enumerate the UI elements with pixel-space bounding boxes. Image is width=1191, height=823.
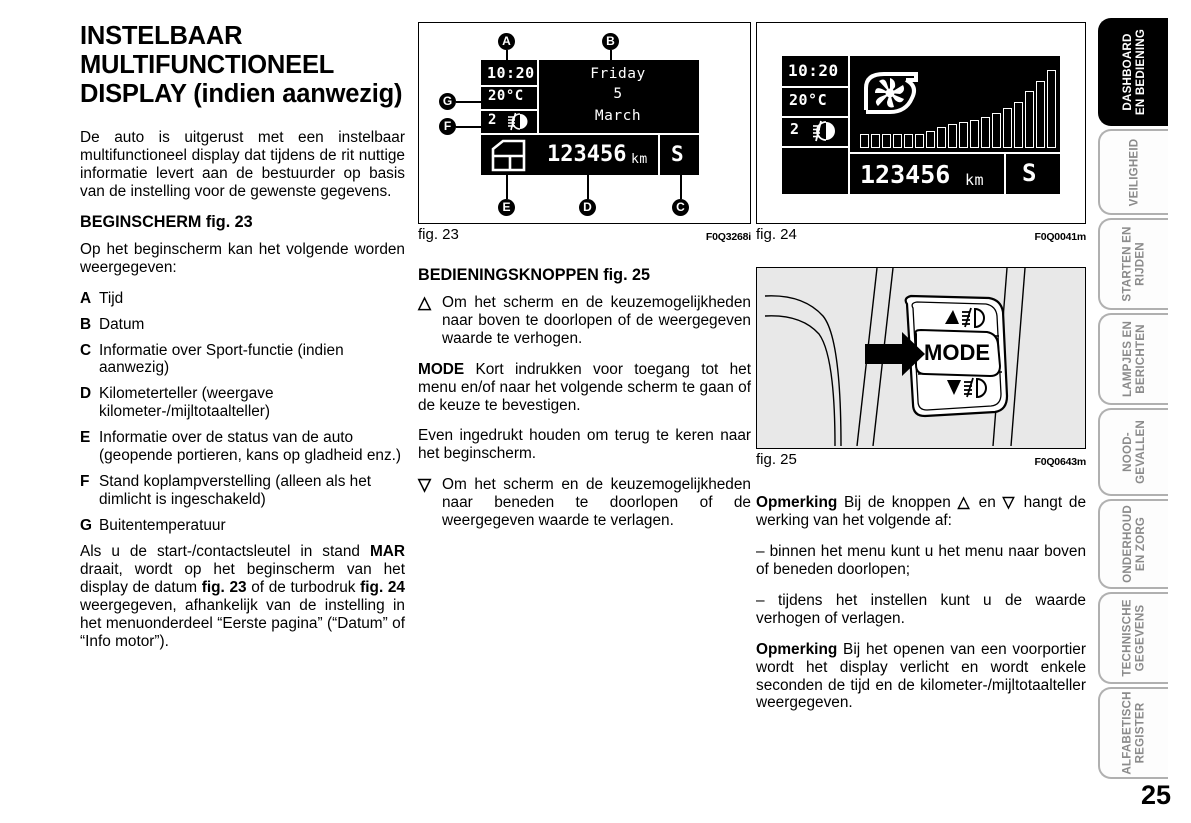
list-item [80,517,405,535]
headlamp-adjust-icon [810,120,840,142]
mode-button-illustration [757,268,1083,446]
lcd-temperature: 20°C [488,88,524,104]
control-up-text: Om het scherm en de keuzemogelijkheden naar boven te doorlopen of de weergegeven waarde te verhogen. [442,293,751,347]
turbo-bar [882,134,891,148]
lcd-headlamp-level: 2 [488,112,497,128]
page-number: 25 [1140,780,1171,810]
triangle-down-icon: ▽ [1002,494,1017,511]
figure-23-code: F0Q3268i [705,231,751,243]
triangle-down-icon: ▽ [418,475,432,495]
section-tab-4[interactable] [1098,313,1168,405]
lcd24-divider-v1 [848,56,850,194]
note-1-text-a: Bij de knoppen [837,494,958,511]
turbo-bar [1025,91,1034,148]
closing-paragraph [80,543,405,651]
list-item [80,290,405,308]
figure-23 [418,22,751,224]
section-heading-beginscherm: BEGINSCHERM fig. 23 [80,212,253,231]
figure-24 [756,22,1086,224]
section-heading-bedieningsknoppen: BEDIENINGSKNOPPEN fig. 25 [418,266,651,284]
intro-paragraph: De auto is uitgerust met een instelbaar multifunctioneel display dat tijdens de rit nuttige informatie levert aan de bestuurder op basis van de instelling voor de gewenste gegevens. [80,129,405,200]
section-tab-label: VEILIGHEID [1127,138,1141,206]
section-tab-2[interactable] [1098,129,1168,215]
turbo-bar [1047,70,1056,148]
lettered-list [80,290,405,535]
lcd24-divider-h4 [848,152,1060,154]
lcd-time: 10:20 [487,64,535,82]
lcd24-divider-v2 [1004,154,1006,194]
turbo-bar [860,134,869,148]
leader-f [456,126,481,128]
control-down-text: Om het scherm en de keuzemogelijkheden naar beneden te doorlopen of de weergegeven waarde te verlagen. [442,476,751,530]
fig24-lcd-screen [782,56,1060,194]
note-1-text-b: en [971,494,1003,511]
lcd-sport-indicator: S [671,142,685,166]
lcd-date-day: Friday [590,66,646,82]
column-right [756,22,1086,712]
section-tab-label: NOOD- GEVALLEN [1121,420,1147,484]
turbo-bar [959,122,968,148]
callout-b: B [602,33,619,50]
mode-bold-label: MODE [418,360,465,378]
closing-part-4: weergegeven, afhankelijk van de instelling in het menuonderdeel “Eerste pagina” (“Datum” of “Info motor”). [80,596,405,650]
callout-e: E [498,199,515,216]
lcd24-time: 10:20 [788,61,839,80]
fig23-lcd-screen [481,60,699,175]
lcd24-odometer-unit: km [965,171,985,189]
turbo-bar [937,127,946,148]
list-item-label: Tijd [99,289,124,307]
lcd-odometer-unit: km [631,152,648,167]
section-tab-label: STARTEN EN RIJDEN [1121,226,1147,302]
list-item-label: Informatie over Sport-functie (indien aanwezig) [99,341,344,377]
list-item-letter: F [80,473,90,491]
callout-g: G [439,93,456,110]
bullet-2: – tijdens het instellen kunt u de waarde verhogen of verlagen. [756,591,1086,627]
mode-description: Kort indrukken voor toegang tot het menu en/of naar het volgende scherm te gaan of de keuze te bevestigen. [418,360,751,414]
closing-bold-fig23: fig. 23 [201,578,247,596]
leader-g [456,101,481,103]
section-tab-6[interactable] [1098,499,1168,589]
list-item-letter: A [80,289,92,307]
turbo-bar [1036,81,1045,148]
lcd-date-number: 5 [613,86,623,102]
mode-button-text: MODE [924,340,990,365]
lcd24-divider-h3 [782,146,848,148]
lcd24-temperature: 20°C [789,91,828,109]
lcd-divider-h2 [481,109,537,111]
turbo-bar [992,113,1001,148]
lcd24-sport-indicator: S [1022,159,1037,187]
note-1 [756,494,1086,530]
column-left [80,22,405,651]
column-right-text [756,494,1086,712]
control-down-row [418,476,751,530]
note-2-text: Bij het openen van een voorportier wordt het display verlicht en wordt enkele seconden de tijd en de kilometer-/mijltotaalteller weergegeven. [756,640,1086,712]
list-item [80,429,405,465]
section-tab-label: DASHBOARD EN BEDIENING [1121,28,1147,116]
list-item-letter: G [80,517,92,534]
turbo-bar [1014,102,1023,148]
note-1-text-c: hangt de werking van het volgende af: [756,494,1087,529]
list-item-label: Datum [99,315,145,333]
lcd-divider-v2 [658,135,660,175]
lcd-date-month: March [594,108,642,124]
figure-24-caption [756,226,1086,243]
column-middle-text [418,267,751,530]
list-item-letter: D [80,385,92,403]
section-tab-label: LAMPJES EN BERICHTEN [1121,320,1147,398]
section-tab-rail [1098,18,1168,778]
turbo-bar [1003,108,1012,148]
lcd24-headlamp-level: 2 [790,120,800,138]
triangle-up-icon: △ [957,494,972,511]
headlamp-adjust-icon [506,112,532,131]
figure-24-code: F0Q0041m [1034,231,1086,243]
open-door-icon [489,139,529,172]
note-2-bold: Opmerking [756,640,838,658]
triangle-up-icon: △ [418,292,432,312]
turbo-bar [915,134,924,148]
figure-24-label: fig. 24 [756,226,797,243]
turbo-bar [871,134,880,148]
turbo-bar [926,131,935,148]
section-tab-label: ALFABETISCH REGISTER [1121,691,1148,775]
closing-part-1: Als u de start-/contactsleutel in stand [80,542,370,560]
lcd24-odometer: 123456 [860,160,951,189]
section-tab-8[interactable] [1098,687,1168,779]
figure-23-caption [418,226,751,243]
list-item-label: Informatie over de status van de auto (geopende portieren, kans op gladheid enz.) [99,429,402,465]
callout-a: A [498,33,515,50]
callout-c: C [672,199,689,216]
list-item-letter: E [80,429,91,447]
section-tab-3[interactable] [1098,218,1168,310]
bullet-1: – binnen het menu kunt u het menu naar boven of beneden doorlopen; [756,542,1086,578]
page-title: INSTELBAAR MULTIFUNCTIONEEL DISPLAY (indien aanwezig) [80,22,403,109]
turbo-bar-graph [860,70,1056,148]
section-tab-7[interactable] [1098,592,1168,684]
lcd-divider-h3 [481,133,537,135]
callout-d: D [579,199,596,216]
lcd-divider-h4 [537,133,699,135]
list-item [80,473,405,509]
list-item-letter: B [80,315,92,333]
column-middle [418,22,751,530]
lcd24-divider-h2 [782,116,848,118]
figure-25 [756,267,1086,449]
lcd24-divider-h1 [782,86,848,88]
lcd-divider-h1 [481,85,537,87]
figure-23-label: fig. 23 [418,226,459,243]
turbo-bar [970,120,979,148]
note-1-bold: Opmerking [756,494,838,511]
turbo-bar [904,134,913,148]
figure-25-label: fig. 25 [756,451,797,468]
section-tab-5[interactable] [1098,408,1168,496]
list-item-letter: C [80,341,92,359]
closing-part-2: draait, wordt op het beginscherm van het display de datum [80,560,405,596]
section-intro: Op het beginscherm kan het volgende worden weergegeven: [80,240,405,276]
section-tab-1[interactable] [1098,18,1168,126]
figure-25-code: F0Q0643m [1034,456,1086,468]
closing-part-3: of de turbodruk [246,578,361,596]
list-item [80,342,405,378]
leader-d [587,175,589,199]
turbo-bar [981,117,990,148]
hold-paragraph: Even ingedrukt houden om terug te keren naar het beginscherm. [418,427,751,463]
leader-c [680,175,682,199]
figure-25-caption [756,451,1086,468]
leader-e [506,175,508,199]
closing-bold-mar: MAR [369,542,405,560]
list-item-label: Buitentemperatuur [99,517,226,534]
control-up-row [418,294,751,348]
section-tab-label: TECHNISCHE GEGEVENS [1121,599,1147,677]
list-item-label: Stand koplampverstelling (alleen als het dimlicht is ingeschakeld) [99,473,372,509]
list-item [80,316,405,334]
mode-paragraph [418,361,751,415]
lcd-odometer: 123456 [547,142,627,167]
callout-f: F [439,118,456,135]
list-item [80,385,405,421]
closing-bold-fig24: fig. 24 [360,578,405,596]
turbo-bar [893,134,902,148]
list-item-label: Kilometerteller (weergave kilometer-/mijltotaalteller) [99,385,274,421]
section-tab-label: ONDERHOUD EN ZORG [1121,505,1147,583]
note-2 [756,641,1086,713]
turbo-bar [948,124,957,148]
